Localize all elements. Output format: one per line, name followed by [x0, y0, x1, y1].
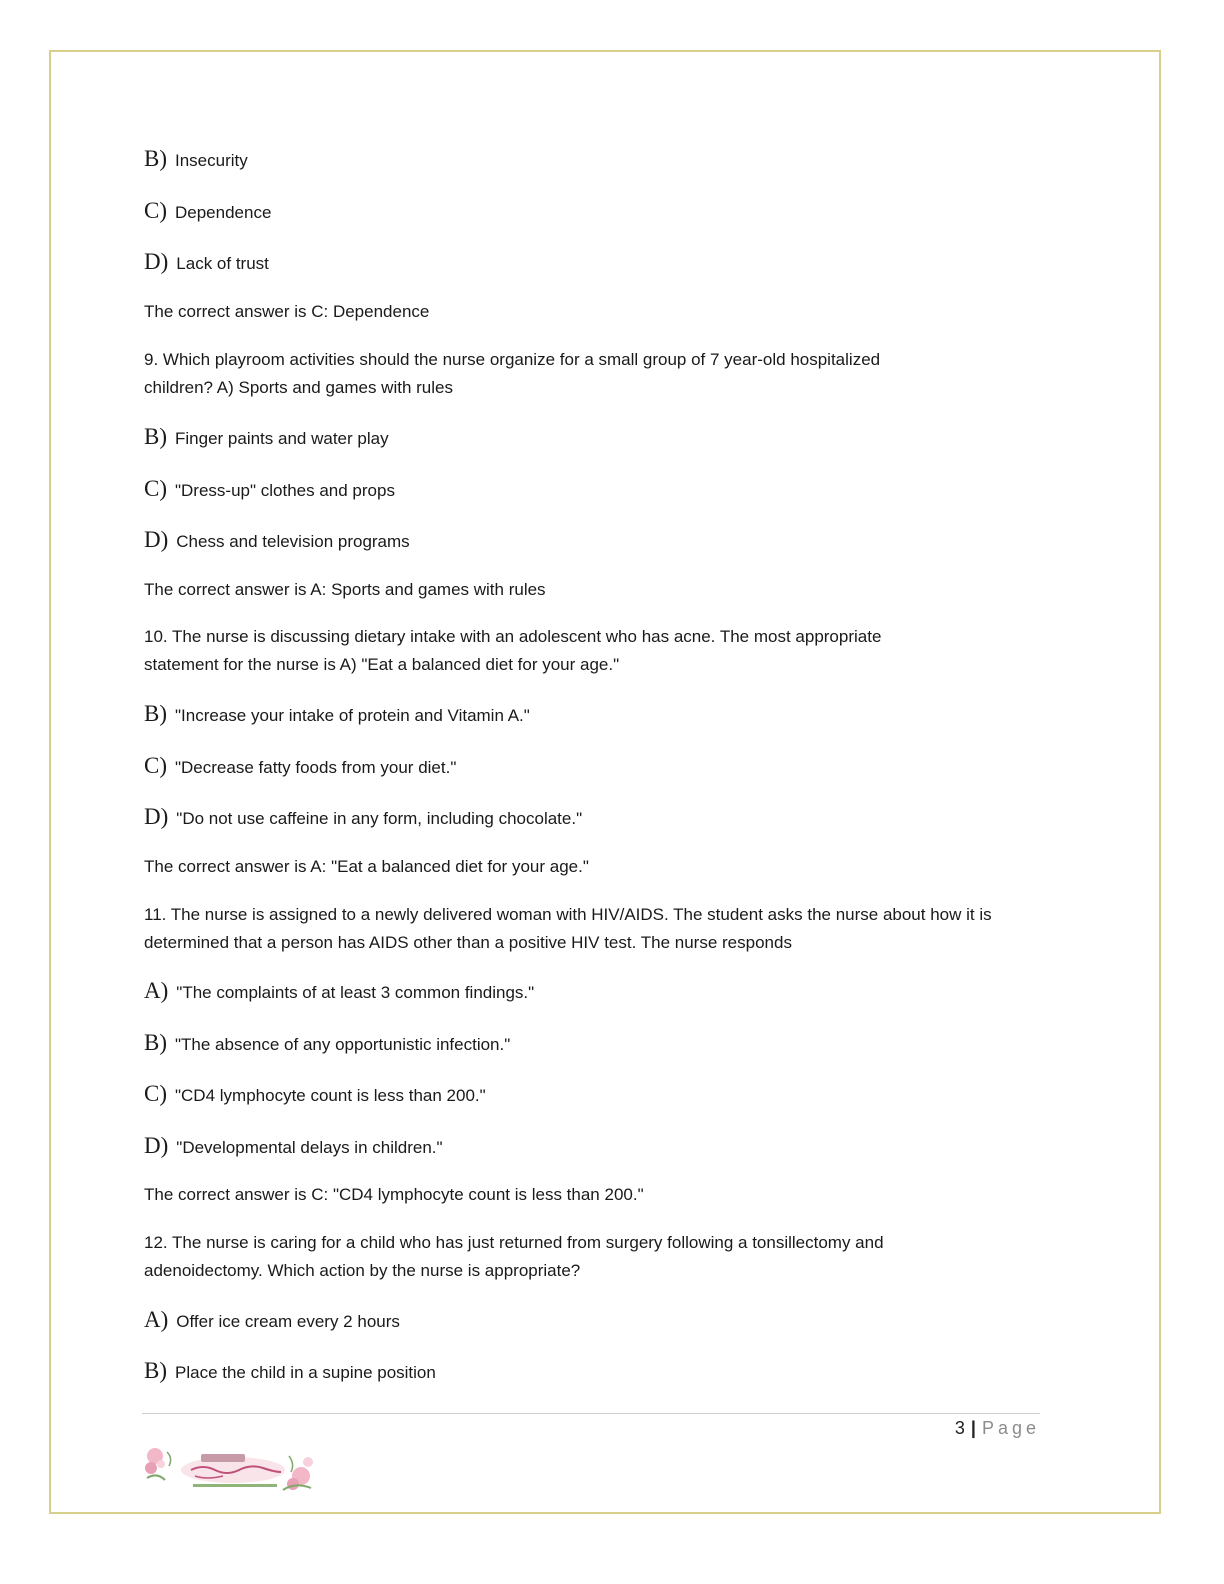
- option-12-b: [144, 1358, 436, 1384]
- option-text: "The absence of any opportunistic infection.": [175, 1035, 511, 1054]
- option-letter: C): [144, 753, 167, 778]
- option-9-b: [144, 424, 389, 450]
- option-8-b: [144, 146, 248, 172]
- option-text: "Developmental delays in children.": [176, 1138, 443, 1157]
- floral-logo-icon: [143, 1446, 317, 1494]
- page-label: Page: [981, 1418, 1040, 1438]
- option-8-d: [144, 249, 269, 275]
- option-text: "CD4 lymphocyte count is less than 200.": [175, 1086, 486, 1105]
- option-text: Insecurity: [175, 151, 248, 170]
- option-11-c: [144, 1081, 486, 1107]
- option-letter: A): [144, 978, 169, 1003]
- option-text: "Decrease fatty foods from your diet.": [175, 758, 457, 777]
- option-text: Chess and television programs: [176, 532, 410, 551]
- option-text: Finger paints and water play: [175, 429, 389, 448]
- question-11: 11. The nurse is assigned to a newly delivered woman with HIV/AIDS. The student asks the nurse about how it is determined that a person has AIDS other than a positive HIV test. The nurse responds: [144, 905, 992, 952]
- option-11-d: [144, 1133, 443, 1159]
- answer-10: The correct answer is A: "Eat a balanced diet for your age.": [144, 857, 589, 876]
- option-letter: D): [144, 249, 169, 274]
- option-letter: C): [144, 198, 167, 223]
- option-text: "Increase your intake of protein and Vitamin A.": [175, 706, 530, 725]
- option-text: "Dress-up" clothes and props: [175, 481, 395, 500]
- option-text: "The complaints of at least 3 common findings.": [176, 983, 535, 1002]
- option-10-d: [144, 804, 582, 830]
- option-10-b: [144, 701, 530, 727]
- option-letter: B): [144, 1030, 167, 1055]
- answer-8: The correct answer is C: Dependence: [144, 302, 430, 321]
- question-9: 9. Which playroom activities should the nurse organize for a small group of 7 year-old hospitalized children? A) Sports and games with rules: [144, 350, 881, 397]
- page-number: [955, 1418, 1040, 1439]
- option-10-c: [144, 753, 456, 779]
- option-12-a: [144, 1307, 400, 1333]
- footer-divider: [142, 1413, 1040, 1414]
- option-letter: A): [144, 1307, 169, 1332]
- option-letter: D): [144, 527, 169, 552]
- option-letter: C): [144, 476, 167, 501]
- answer-11: The correct answer is C: "CD4 lymphocyte count is less than 200.": [144, 1185, 644, 1204]
- option-text: "Do not use caffeine in any form, including chocolate.": [176, 809, 583, 828]
- option-8-c: [144, 198, 271, 224]
- option-letter: B): [144, 146, 167, 171]
- option-11-a: [144, 978, 534, 1004]
- option-text: Place the child in a supine position: [175, 1363, 436, 1382]
- option-letter: C): [144, 1081, 167, 1106]
- option-text: Offer ice cream every 2 hours: [176, 1312, 400, 1331]
- option-letter: D): [144, 804, 169, 829]
- option-9-c: [144, 476, 395, 502]
- option-9-d: [144, 527, 410, 553]
- brand-logo: [143, 1446, 317, 1494]
- option-11-b: [144, 1030, 510, 1056]
- option-letter: D): [144, 1133, 169, 1158]
- answer-9: The correct answer is A: Sports and games with rules: [144, 580, 546, 599]
- option-letter: B): [144, 424, 167, 449]
- page-number-separator: |: [970, 1418, 976, 1438]
- page-number-value: 3: [954, 1418, 965, 1438]
- question-12: 12. The nurse is caring for a child who has just returned from surgery following a tonsillectomy and adenoidectomy. Which action by the nurse is appropriate?: [144, 1233, 884, 1280]
- option-letter: B): [144, 701, 167, 726]
- option-letter: B): [144, 1358, 167, 1383]
- option-text: Lack of trust: [176, 254, 269, 273]
- question-10: 10. The nurse is discussing dietary intake with an adolescent who has acne. The most appropriate statement for the nurse is A) "Eat a balanced diet for your age.": [144, 627, 882, 674]
- option-text: Dependence: [175, 203, 272, 222]
